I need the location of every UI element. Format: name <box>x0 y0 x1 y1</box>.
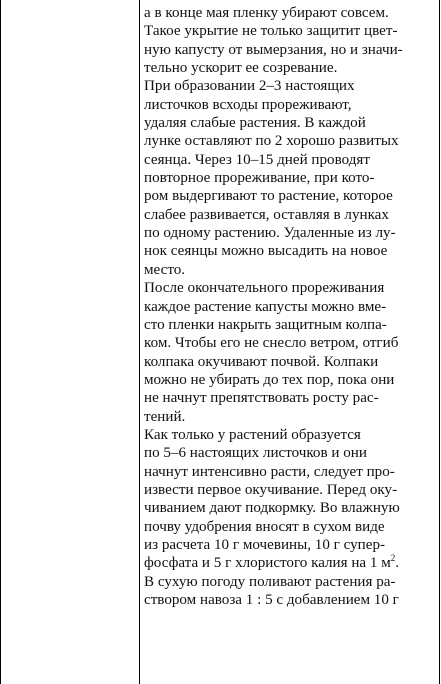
text-line: место. <box>144 261 186 278</box>
text-line: из расчета 10 г мочевины, 10 г супер- <box>144 536 386 553</box>
trailing-period: . <box>395 555 400 572</box>
text-line: каждое растение капусты можно вме- <box>144 298 387 315</box>
body-text <box>144 4 436 609</box>
text-line: удаляя слабые растения. В каждой <box>144 115 366 132</box>
right-column-border <box>439 0 440 684</box>
text-line: не начнут препятствовать росту рас- <box>144 390 379 407</box>
text-line: При образовании 2–3 настоящих <box>144 78 355 95</box>
text-line: ком. Чтобы его не снесло ветром, отгиб <box>144 335 399 352</box>
left-column-border <box>0 0 1 684</box>
text-line: После окончательного прореживания <box>144 280 385 297</box>
text-line: створом навоза 1 : 5 с добавлением 10 г <box>144 592 399 608</box>
text-line: колпака окучивают почвой. Колпаки <box>144 353 379 370</box>
text-line: тельно ускорит ее созревание. <box>144 60 338 77</box>
text-line: Как только у растений образуется <box>144 426 361 443</box>
text-line: ную капусту от вымерзания, но и значи- <box>144 41 403 58</box>
text-line: Такое укрытие не только защитит цвет- <box>144 23 398 40</box>
text-line: по одному растению. Удаленные из лу- <box>144 225 396 242</box>
text-line: тений. <box>144 408 186 425</box>
text-line: лунке оставляют по 2 хорошо развитых <box>144 133 399 150</box>
text-line-with-superscript <box>144 554 436 572</box>
text-line: сеянца. Через 10–15 дней проводят <box>144 151 370 168</box>
text-line: а в конце мая пленку убирают совсем. <box>144 5 389 21</box>
text-line: нок сеянцы можно высадить на новое <box>144 243 388 260</box>
text-line: можно не убирать до тех пор, пока они <box>144 371 395 388</box>
text-line: по 5–6 настоящих листочков и они <box>144 445 367 462</box>
text-line: начнут интенсивно расти, следует про- <box>144 463 395 480</box>
text-line: сто пленки накрыть защитным колпа- <box>144 316 387 333</box>
text-line: В сухую погоду поливают растения ра- <box>144 573 396 590</box>
column-divider <box>139 0 140 684</box>
text-line: почву удобрения вносят в сухом виде <box>144 518 385 535</box>
text-line: извести первое окучивание. Перед оку- <box>144 481 398 498</box>
text-line: ром выдергивают то растение, которое <box>144 188 393 205</box>
superscript-exponent: 2 <box>390 553 396 564</box>
text-line: листочков всходы прореживают, <box>144 96 352 113</box>
text-line-main: фосфата и 5 г хлористого калия на 1 м <box>144 555 391 572</box>
text-line: повторное прореживание, при кото- <box>144 170 375 187</box>
text-line: чиванием дают подкормку. Во влажную <box>144 500 400 517</box>
text-line: слабее развивается, оставляя в лунках <box>144 206 389 223</box>
